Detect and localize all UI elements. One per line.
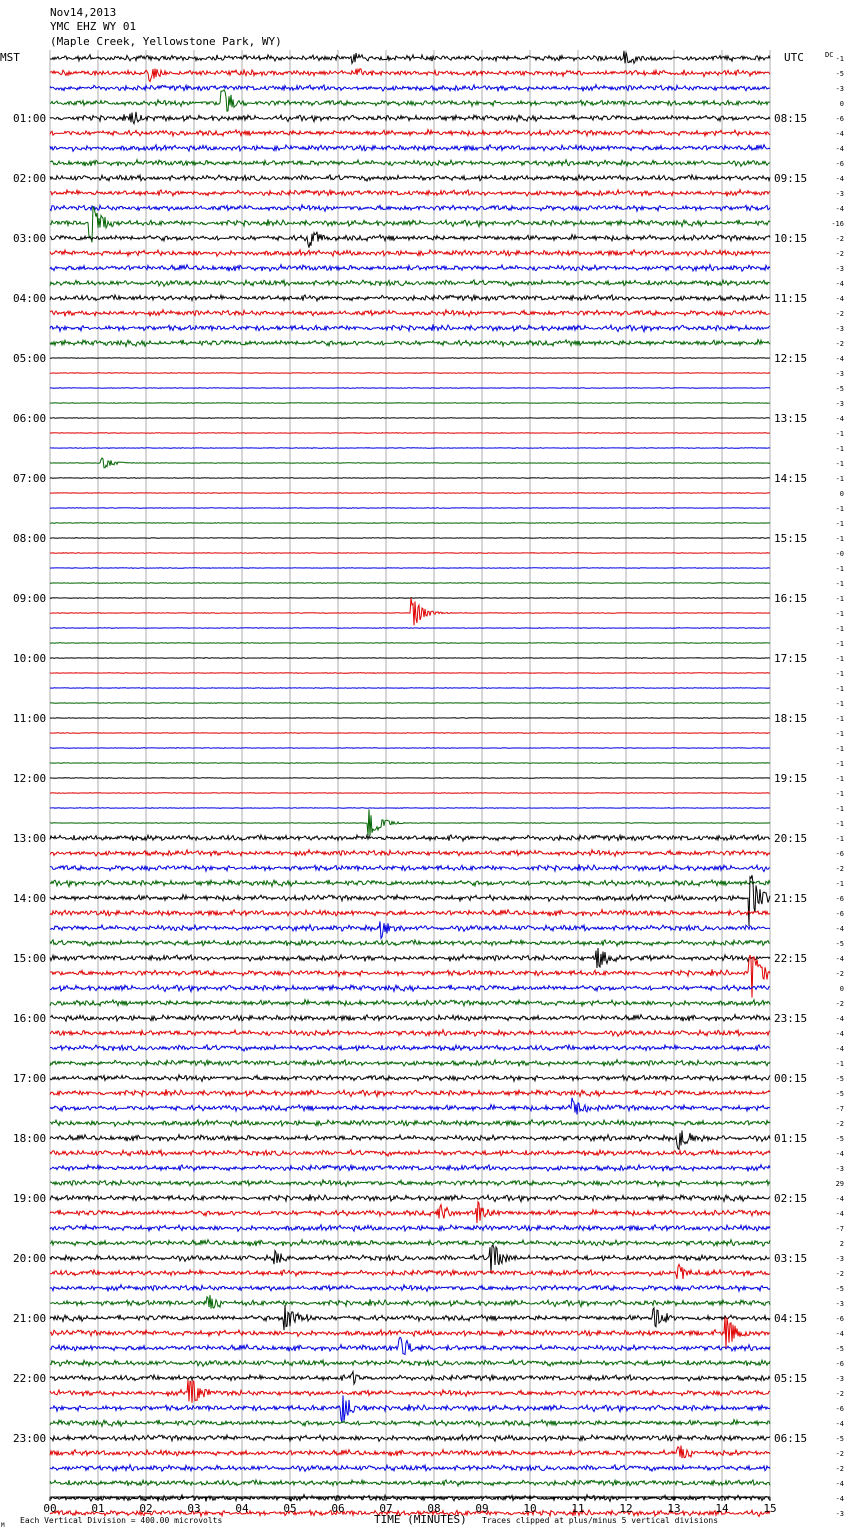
utc-label-10: 18:15 (774, 712, 808, 725)
utc-label-22: 06:15 (774, 1432, 808, 1445)
trace-row-17 (50, 310, 770, 317)
dc-offset-33: -0 (835, 550, 844, 558)
x-tick-label-15: 15 (763, 1502, 777, 1515)
dc-offset-14: -3 (835, 265, 844, 273)
trace-row-63 (50, 1000, 770, 1007)
dc-offset-15: -4 (835, 280, 844, 288)
trace-row-92 (50, 1435, 770, 1442)
x-tick-label-3: 03 (187, 1502, 201, 1515)
dc-offset-10: -4 (835, 205, 844, 213)
dc-label: DC (825, 51, 834, 59)
dc-offset-56: -6 (835, 895, 844, 903)
trace-row-46 (50, 748, 770, 749)
dc-offset-44: -1 (835, 715, 844, 723)
trace-row-68 (50, 1075, 770, 1081)
dc-offset-78: -7 (835, 1225, 844, 1233)
dc-offset-74: -3 (835, 1165, 844, 1173)
mst-label-3: 04:00 (13, 292, 47, 305)
mst-label-11: 12:00 (13, 772, 47, 785)
dc-offset-27: -1 (835, 460, 844, 468)
trace-row-64 (50, 1015, 770, 1022)
dc-offset-73: -4 (835, 1150, 844, 1158)
dc-offset-16: -4 (835, 295, 844, 303)
seismogram-traces (50, 51, 770, 1517)
dc-offset-70: -7 (835, 1105, 844, 1113)
trace-row-40 (50, 658, 770, 659)
x-tick-label-4: 04 (235, 1502, 249, 1515)
dc-offset-6: -4 (835, 145, 844, 153)
dc-offset-8: -4 (835, 175, 844, 183)
mst-label-6: 07:00 (13, 472, 47, 485)
x-tick-label-0: 00 (43, 1502, 57, 1515)
dc-offset-79: 2 (839, 1240, 844, 1248)
dc-offset-40: -1 (835, 655, 844, 663)
dc-offset-61: -2 (835, 970, 844, 978)
footer-scale-note: Each Vertical Division = 400.00 microvolts (20, 1516, 223, 1525)
trace-row-95 (50, 1480, 770, 1486)
dc-offset-68: -5 (835, 1075, 844, 1083)
mst-label-12: 13:00 (13, 832, 47, 845)
utc-axis-label: UTC (784, 51, 804, 64)
utc-label-2: 10:15 (774, 232, 808, 245)
dc-offset-12: -2 (835, 235, 844, 243)
trace-row-31 (50, 523, 770, 524)
dc-offset-3: 0 (839, 100, 844, 108)
utc-label-21: 05:15 (774, 1372, 808, 1385)
dc-offset-47: -1 (835, 760, 844, 768)
trace-row-29 (50, 493, 770, 494)
trace-row-48 (50, 778, 770, 779)
x-tick-label-14: 14 (715, 1502, 729, 1515)
x-tick-label-5: 05 (283, 1502, 297, 1515)
dc-offset-19: -2 (835, 340, 844, 348)
dc-offset-45: -1 (835, 730, 844, 738)
trace-row-77 (50, 1202, 770, 1223)
trace-row-42 (50, 688, 770, 689)
trace-row-3 (50, 90, 770, 111)
x-tick-label-2: 02 (139, 1502, 153, 1515)
mst-label-1: 02:00 (13, 172, 47, 185)
dc-offset-43: -1 (835, 700, 844, 708)
dc-offset-11: -16 (831, 220, 844, 228)
dc-offset-64: -4 (835, 1015, 844, 1023)
trace-row-93 (50, 1446, 770, 1459)
mst-label-20: 21:00 (13, 1312, 47, 1325)
trace-row-1 (50, 69, 770, 82)
trace-row-53 (50, 850, 770, 857)
mst-label-0: 01:00 (13, 112, 47, 125)
trace-row-55 (50, 880, 770, 887)
trace-row-91 (50, 1420, 770, 1427)
dc-offset-69: -5 (835, 1090, 844, 1098)
trace-row-71 (50, 1120, 770, 1127)
mst-label-21: 22:00 (13, 1372, 47, 1385)
trace-row-21 (50, 373, 770, 374)
trace-row-49 (50, 793, 770, 794)
utc-label-5: 13:15 (774, 412, 808, 425)
dc-offset-1: -5 (835, 70, 844, 78)
utc-label-0: 08:15 (774, 112, 808, 125)
dc-offset-0: -1 (835, 55, 844, 63)
dc-offset-36: -1 (835, 595, 844, 603)
mst-label-7: 08:00 (13, 532, 47, 545)
dc-offset-67: -1 (835, 1060, 844, 1068)
trace-row-25 (50, 433, 770, 434)
utc-label-13: 21:15 (774, 892, 808, 905)
dc-offset-92: -5 (835, 1435, 844, 1443)
dc-offset-90: -6 (835, 1405, 844, 1413)
dc-offset-59: -5 (835, 940, 844, 948)
dc-offset-66: -4 (835, 1045, 844, 1053)
trace-row-33 (50, 553, 770, 554)
trace-row-89 (50, 1380, 770, 1403)
trace-row-5 (50, 130, 770, 136)
dc-offset-26: -1 (835, 445, 844, 453)
dc-offset-25: -1 (835, 430, 844, 438)
dc-offset-55: -1 (835, 880, 844, 888)
trace-row-66 (50, 1045, 770, 1051)
trace-row-88 (50, 1372, 770, 1384)
dc-offset-81: -2 (835, 1270, 844, 1278)
trace-row-7 (50, 160, 770, 167)
mst-label-10: 11:00 (13, 712, 47, 725)
dc-offset-23: -3 (835, 400, 844, 408)
dc-offset-94: -2 (835, 1465, 844, 1473)
trace-row-26 (50, 448, 770, 449)
trace-row-23 (50, 403, 770, 404)
trace-row-32 (50, 538, 770, 539)
trace-row-51 (50, 809, 770, 836)
x-tick-label-11: 11 (571, 1502, 585, 1515)
trace-row-80 (50, 1245, 770, 1273)
utc-label-8: 16:15 (774, 592, 808, 605)
trace-row-73 (50, 1150, 770, 1156)
dc-offset-86: -5 (835, 1345, 844, 1353)
dc-offset-17: -2 (835, 310, 844, 318)
trace-row-62 (50, 985, 770, 992)
header (50, 6, 282, 48)
trace-row-90 (50, 1395, 770, 1422)
utc-label-6: 14:15 (774, 472, 808, 485)
dc-offset-93: -2 (835, 1450, 844, 1458)
trace-row-58 (50, 921, 770, 938)
trace-row-27 (50, 458, 770, 468)
header-date: Nov14,2013 (50, 6, 117, 19)
trace-row-60 (50, 948, 770, 968)
dc-offset-85: -4 (835, 1330, 844, 1338)
dc-offset-72: -5 (835, 1135, 844, 1143)
trace-row-14 (50, 265, 770, 272)
utc-label-7: 15:15 (774, 532, 808, 545)
dc-offset-96: -4 (835, 1495, 844, 1503)
dc-offset-24: -4 (835, 415, 844, 423)
trace-row-94 (50, 1465, 770, 1472)
utc-label-11: 19:15 (774, 772, 808, 785)
mst-label-14: 15:00 (13, 952, 47, 965)
trace-row-43 (50, 703, 770, 704)
dc-offset-32: -1 (835, 535, 844, 543)
trace-row-72 (50, 1131, 770, 1150)
dc-offset-54: -2 (835, 865, 844, 873)
trace-row-15 (50, 280, 770, 286)
trace-row-13 (50, 250, 770, 256)
dc-offset-29: 0 (839, 490, 844, 498)
utc-label-12: 20:15 (774, 832, 808, 845)
x-tick-label-9: 09 (475, 1502, 489, 1515)
dc-offset-49: -1 (835, 790, 844, 798)
dc-offset-51: -1 (835, 820, 844, 828)
dc-offset-46: -1 (835, 745, 844, 753)
trace-row-84 (50, 1305, 770, 1330)
trace-row-45 (50, 733, 770, 734)
dc-offset-21: -3 (835, 370, 844, 378)
dc-offset-34: -1 (835, 565, 844, 573)
mst-label-15: 16:00 (13, 1012, 47, 1025)
dc-offset-62: 0 (839, 985, 844, 993)
trace-row-52 (50, 835, 770, 841)
mst-label-4: 05:00 (13, 352, 47, 365)
utc-label-15: 23:15 (774, 1012, 808, 1025)
trace-row-12 (50, 232, 770, 248)
mst-label-13: 14:00 (13, 892, 47, 905)
dc-offset-28: -1 (835, 475, 844, 483)
trace-row-37 (50, 598, 770, 625)
trace-row-70 (50, 1098, 770, 1115)
trace-row-74 (50, 1165, 770, 1172)
utc-label-20: 04:15 (774, 1312, 808, 1325)
trace-row-6 (50, 145, 770, 152)
trace-row-81 (50, 1264, 770, 1279)
dc-offset-41: -1 (835, 670, 844, 678)
dc-offset-30: -1 (835, 505, 844, 513)
dc-offset-2: -3 (835, 85, 844, 93)
x-tick-label-12: 12 (619, 1502, 633, 1515)
dc-offset-42: -1 (835, 685, 844, 693)
trace-row-85 (50, 1317, 770, 1348)
utc-label-19: 03:15 (774, 1252, 808, 1265)
dc-offset-13: -2 (835, 250, 844, 258)
trace-row-87 (50, 1360, 770, 1366)
trace-row-2 (50, 85, 770, 92)
trace-row-0 (50, 51, 770, 64)
trace-row-28 (50, 478, 770, 479)
trace-row-20 (50, 358, 770, 359)
trace-row-4 (50, 112, 770, 124)
footer (1, 1513, 718, 1529)
utc-label-9: 17:15 (774, 652, 808, 665)
dc-offset-39: -1 (835, 640, 844, 648)
trace-row-34 (50, 568, 770, 569)
trace-row-83 (50, 1295, 770, 1309)
utc-hour-labels (774, 112, 807, 1445)
trace-row-65 (50, 1030, 770, 1037)
dc-offset-57: -6 (835, 910, 844, 918)
dc-offset-88: -3 (835, 1375, 844, 1383)
trace-row-16 (50, 295, 770, 301)
trace-row-35 (50, 583, 770, 584)
header-location: (Maple Creek, Yellowstone Park, WY) (50, 35, 282, 48)
trace-row-47 (50, 763, 770, 764)
dc-offset-82: -5 (835, 1285, 844, 1293)
dc-offset-38: -1 (835, 625, 844, 633)
trace-row-67 (50, 1060, 770, 1067)
footer-corner-mark: M (1, 1522, 5, 1529)
trace-row-79 (50, 1240, 770, 1247)
dc-offset-84: -6 (835, 1315, 844, 1323)
trace-row-69 (50, 1089, 770, 1096)
trace-row-54 (50, 864, 770, 871)
utc-label-16: 00:15 (774, 1072, 808, 1085)
x-tick-label-10: 10 (523, 1502, 537, 1515)
mst-axis-label: MST (0, 51, 20, 64)
mst-label-16: 17:00 (13, 1072, 47, 1085)
trace-row-86 (50, 1337, 770, 1354)
dc-offset-91: -4 (835, 1420, 844, 1428)
dc-offset-97: -3 (835, 1510, 844, 1518)
dc-offset-48: -1 (835, 775, 844, 783)
trace-row-57 (50, 910, 770, 917)
dc-offset-9: -3 (835, 190, 844, 198)
mst-label-19: 20:00 (13, 1252, 47, 1265)
trace-row-24 (50, 418, 770, 419)
dc-offset-77: -4 (835, 1210, 844, 1218)
trace-row-44 (50, 718, 770, 719)
trace-row-76 (50, 1194, 770, 1201)
x-tick-label-6: 06 (331, 1502, 345, 1515)
dc-offset-83: -3 (835, 1300, 844, 1308)
dc-offset-22: -5 (835, 385, 844, 393)
trace-row-82 (50, 1285, 770, 1292)
trace-row-59 (50, 940, 770, 946)
x-tick-label-7: 07 (379, 1502, 393, 1515)
dc-offset-7: -6 (835, 160, 844, 168)
mst-label-17: 18:00 (13, 1132, 47, 1145)
dc-offset-18: -3 (835, 325, 844, 333)
dc-offset-76: -4 (835, 1195, 844, 1203)
header-station: YMC EHZ WY 01 (50, 20, 137, 33)
trace-row-50 (50, 808, 770, 809)
dc-offset-5: -4 (835, 130, 844, 138)
trace-row-61 (50, 955, 770, 998)
trace-row-56 (50, 875, 770, 926)
dc-offset-89: -2 (835, 1390, 844, 1398)
trace-row-9 (50, 190, 770, 197)
trace-row-75 (50, 1180, 770, 1186)
dc-offset-37: -1 (835, 610, 844, 618)
dc-offset-52: -1 (835, 835, 844, 843)
utc-label-1: 09:15 (774, 172, 808, 185)
mst-label-9: 10:00 (13, 652, 47, 665)
trace-row-22 (50, 388, 770, 389)
x-tick-label-1: 01 (91, 1502, 105, 1515)
dc-offset-20: -4 (835, 355, 844, 363)
mst-label-2: 03:00 (13, 232, 47, 245)
mst-label-22: 23:00 (13, 1432, 47, 1445)
trace-row-19 (50, 340, 770, 347)
dc-offset-63: -2 (835, 1000, 844, 1008)
utc-label-18: 02:15 (774, 1192, 808, 1205)
dc-offset-58: -4 (835, 925, 844, 933)
trace-row-18 (50, 324, 770, 331)
footer-clip-note: Traces clipped at plus/minus 5 vertical divisions (482, 1516, 719, 1525)
trace-row-41 (50, 673, 770, 674)
trace-row-36 (50, 598, 770, 599)
dc-offset-60: -4 (835, 955, 844, 963)
mst-hour-labels (13, 112, 46, 1445)
x-tick-label-8: 08 (427, 1502, 441, 1515)
utc-label-17: 01:15 (774, 1132, 808, 1145)
dc-offset-4: -6 (835, 115, 844, 123)
trace-row-78 (50, 1225, 770, 1232)
trace-row-39 (50, 643, 770, 644)
trace-row-38 (50, 628, 770, 629)
utc-label-4: 12:15 (774, 352, 808, 365)
mst-label-8: 09:00 (13, 592, 47, 605)
mst-label-5: 06:00 (13, 412, 47, 425)
utc-label-3: 11:15 (774, 292, 808, 305)
dc-offset-53: -6 (835, 850, 844, 858)
x-axis-title: TIME (MINUTES) (374, 1513, 467, 1526)
trace-row-8 (50, 175, 770, 181)
mst-label-18: 19:00 (13, 1192, 47, 1205)
dc-offset-80: -3 (835, 1255, 844, 1263)
dc-offset-labels (831, 55, 844, 1518)
dc-offset-35: -1 (835, 580, 844, 588)
utc-label-14: 22:15 (774, 952, 808, 965)
dc-offset-71: -2 (835, 1120, 844, 1128)
dc-offset-95: -4 (835, 1480, 844, 1488)
trace-row-10 (50, 205, 770, 211)
dc-offset-65: -4 (835, 1030, 844, 1038)
dc-offset-31: -1 (835, 520, 844, 528)
dc-offset-75: 29 (835, 1180, 844, 1188)
x-tick-label-13: 13 (667, 1502, 681, 1515)
dc-offset-50: -1 (835, 805, 844, 813)
dc-offset-87: -6 (835, 1360, 844, 1368)
trace-row-30 (50, 508, 770, 509)
